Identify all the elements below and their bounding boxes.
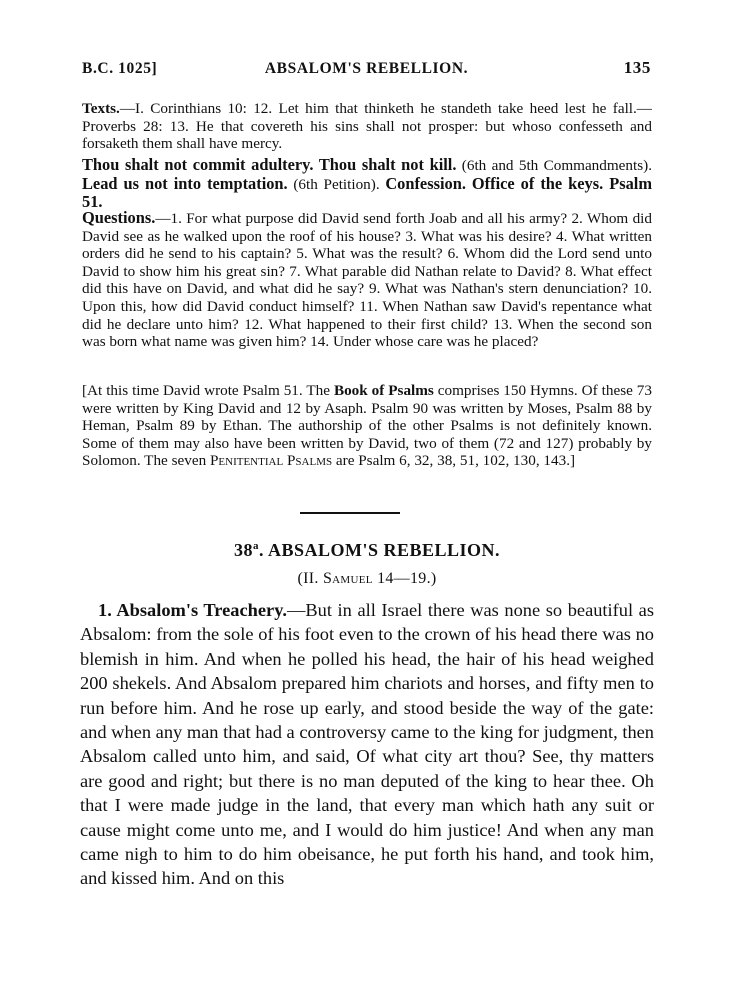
texts-label: Texts. (82, 100, 120, 117)
commandment-text: Thou shalt not commit adultery. Thou shalt not kill. (82, 155, 457, 174)
questions-block (82, 209, 652, 351)
reference-open: (II. (297, 570, 323, 587)
note-block (82, 382, 652, 470)
running-header (82, 60, 651, 82)
note-part-3: are Psalm 6, 32, 38, 51, 102, 130, 143.] (332, 452, 576, 470)
texts-paragraph (82, 100, 652, 153)
reference-close: 14—19.) (372, 570, 437, 587)
section-number: 38 (233, 540, 253, 560)
note-paragraph (82, 382, 652, 470)
commandment-ref: (6th and 5th Commandments). (456, 157, 653, 174)
petition-text: Lead us not into temptation. (82, 173, 288, 193)
section-title (82, 540, 652, 561)
scripture-reference (82, 570, 652, 588)
commandments-paragraph (82, 156, 652, 212)
texts-block (82, 100, 652, 153)
commandments-block (82, 156, 652, 212)
paragraph-1 (80, 598, 654, 891)
note-part-1: [At this time David wrote Psalm 51. The (82, 382, 334, 399)
penitential-psalms: Penitential Psalms (209, 452, 333, 470)
petition-ref: (6th Petition). (287, 175, 386, 193)
note-part-2: comprises 150 Hymns. Of these 73 were written by King David and 12 by Asaph. Psalm 90 was written by Moses, Psalm 88 by Heman, Psalm 89 by Ethan. The authorship of the other Psalms is not definitely known. Some of them may also have been written by David, two of them (72 and 127) probably by Solomon. The seven (82, 382, 652, 470)
page-number: 135 (623, 58, 651, 77)
reference-book: Samuel (322, 570, 373, 587)
header-title: ABSALOM'S REBELLION. (264, 60, 469, 77)
book-of-psalms: Book of Psalms (333, 382, 434, 399)
confession-text: Confession. Office of the keys. Psalm 51. (82, 173, 653, 212)
paragraph-body: —But in all Israel there was none so beautiful as Absalom: from the sole of his foot even to the crown of his head there was no blemish in him. And when he polled his head, the hair of his head weighed 200 shekels. And Absalom prepared him chariots and horses, and fifty men to run before him. And he rose up early, and stood beside the way of the gate: and when any man that had a controversy came to the king for judgment, then Absalom called unto him, and said, Of what city art thou? See, thy matters are good and right; but there is no man deputed of the king to hear thee. Oh that I were made judge in the land, that every man which hath any suit or cause might come unto me, and I would do him justice! And when any man came nigh to him to do him obeisance, he put forth his hand, and took him, and kissed him. And on this (80, 600, 654, 889)
questions-label: Questions. (82, 208, 156, 227)
section-superscript: a (252, 540, 259, 552)
texts-body: —I. Corinthians 10: 12. Let him that thinketh he standeth take heed lest he fall.—Proverbs 28: 13. He that covereth his sins shall not prosper: but whoso confesseth and forsaketh them shall have mercy. (82, 100, 652, 153)
header-date: B.C. 1025] (82, 60, 158, 77)
questions-paragraph (82, 209, 652, 351)
main-text (80, 598, 654, 891)
questions-body: —1. For what purpose did David send forth Joab and all his army? 2. Whom did David see as he walked upon the roof of his house? 3. What was his desire? 4. What written orders did he send to his captain? 5. What was the result? 6. Whom did the Lord send unto David to show him his great sin? 7. What parable did Nathan relate to David? 8. What effect did this have on David, and what did he say? 9. What was Nathan's stern denunciation? 10. Upon this, how did David conduct himself? 11. When Nathan saw David's repentance what did he declare unto him? 12. What happened to their first child? 13. When the second son was born what name was given him? 14. Under whose care was he placed? (82, 210, 652, 351)
section-title-text: . ABSALOM'S REBELLION. (258, 540, 501, 560)
section-divider (300, 512, 400, 514)
paragraph-heading: 1. Absalom's Treachery. (98, 600, 287, 620)
